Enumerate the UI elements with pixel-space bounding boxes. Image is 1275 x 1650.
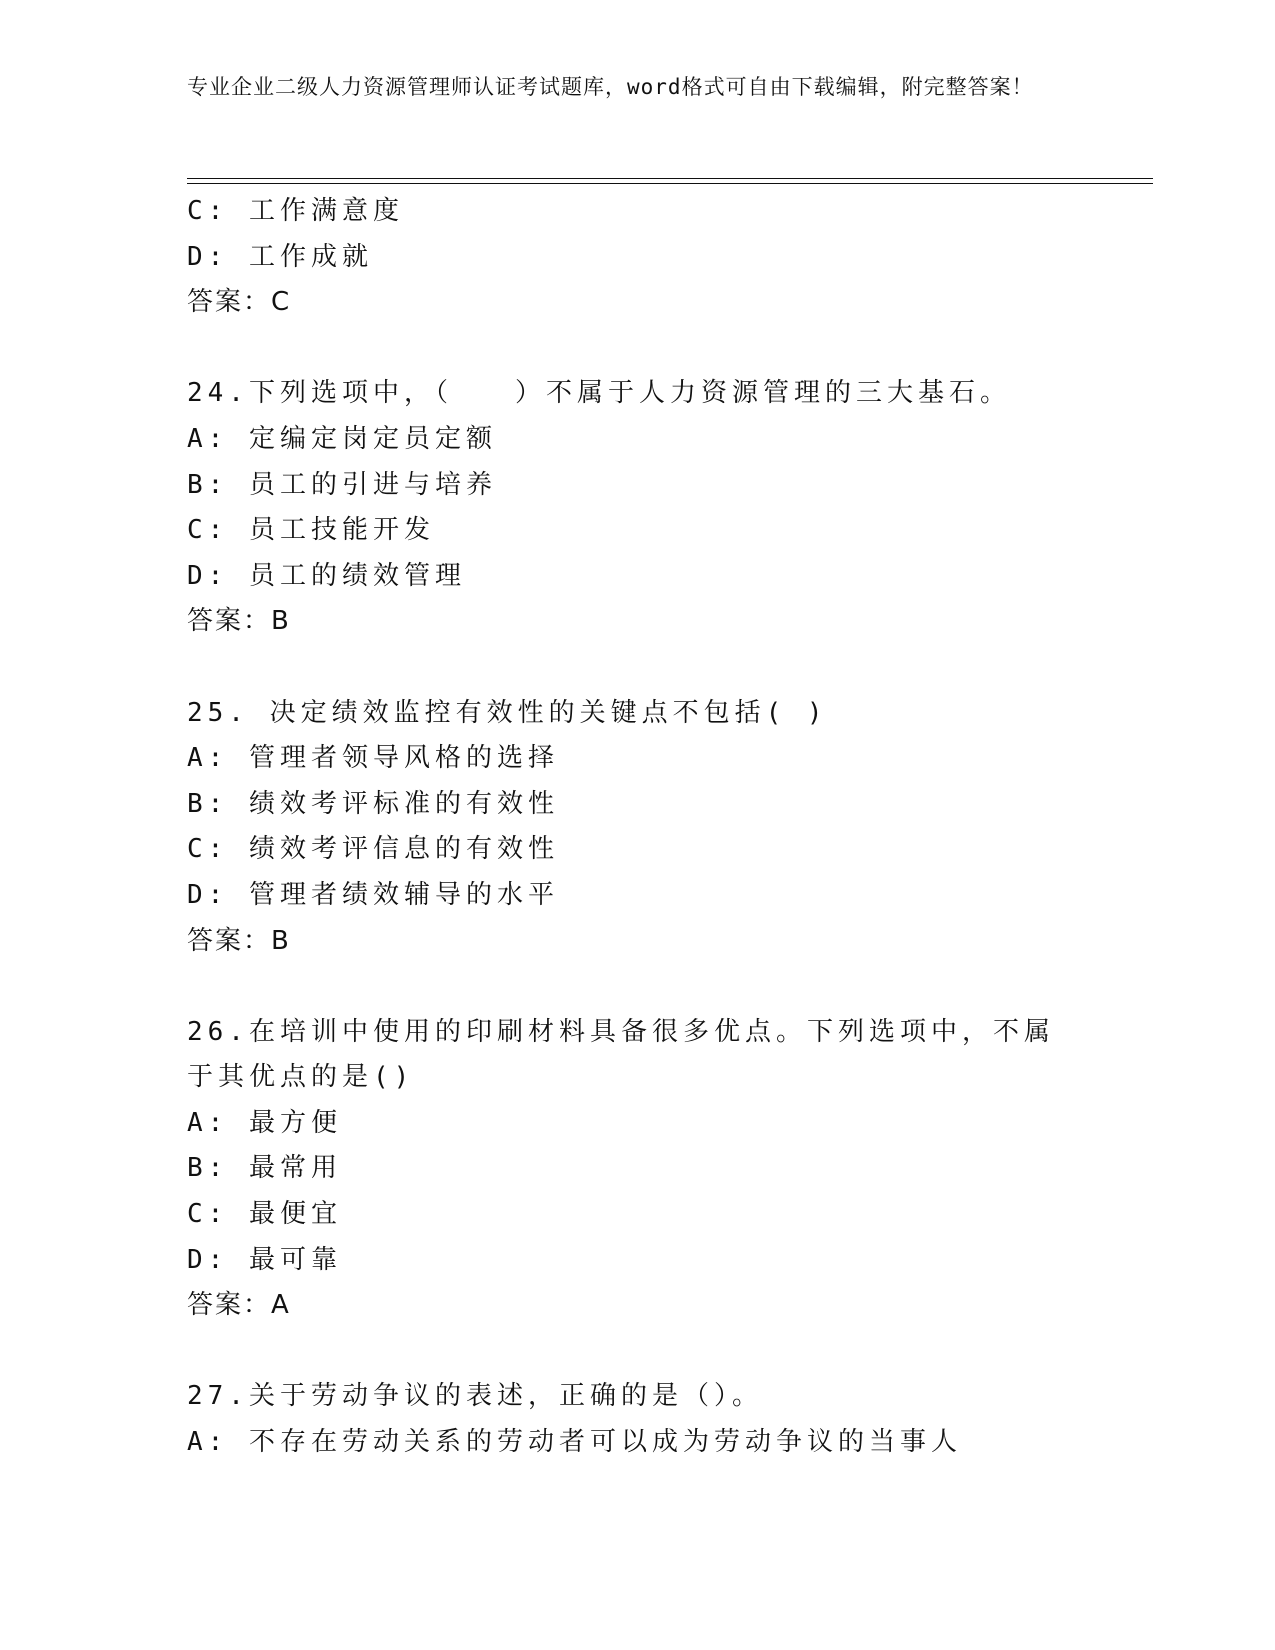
option-line: D: 员工的绩效管理 (187, 560, 466, 591)
page-header: 专业企业二级人力资源管理师认证考试题库，word格式可自由下载编辑，附完整答案！ (187, 75, 1034, 99)
answer-line: 答案：C (187, 287, 292, 318)
option-line: B: 最常用 (187, 1153, 342, 1184)
question-stem: 25. 决定绩效监控有效性的关键点不包括( ) (187, 697, 828, 728)
answer-line: 答案：B (187, 606, 291, 637)
question-stem: 26.在培训中使用的印刷材料具备很多优点。下列选项中，不属于其优点的是() (187, 1016, 1055, 1093)
option-line: A: 管理者领导风格的选择 (187, 743, 559, 774)
option-line: C: 工作满意度 (187, 196, 404, 226)
header-rule-bottom (187, 183, 1153, 184)
option-line: A: 定编定岗定员定额 (187, 423, 497, 454)
spacer (187, 964, 1087, 1010)
option-line: D: 工作成就 (187, 241, 373, 272)
spacer (187, 326, 1087, 372)
carryover-block (187, 189, 1087, 326)
option-line: C: 员工技能开发 (187, 515, 435, 546)
option-line: C: 最便宜 (187, 1199, 342, 1230)
question-26 (187, 1010, 1087, 1329)
question-25 (187, 691, 1087, 965)
header-rule-top (187, 178, 1153, 179)
option-line: B: 员工的引进与培养 (187, 469, 497, 500)
spacer (187, 1329, 1087, 1375)
option-line: A: 不存在劳动关系的劳动者可以成为劳动争议的当事人 (187, 1427, 962, 1458)
answer-line: 答案：B (187, 925, 291, 956)
question-stem: 27.关于劳动争议的表述，正确的是（）。 (187, 1381, 763, 1412)
question-stem: 24.下列选项中，（ ）不属于人力资源管理的三大基石。 (187, 378, 1011, 409)
option-line: C: 绩效考评信息的有效性 (187, 834, 559, 865)
option-line: D: 最可靠 (187, 1244, 342, 1275)
option-line: D: 管理者绩效辅导的水平 (187, 879, 559, 910)
spacer (187, 645, 1087, 691)
question-27 (187, 1374, 1087, 1465)
option-line: B: 绩效考评标准的有效性 (187, 788, 559, 819)
answer-line: 答案：A (187, 1290, 291, 1321)
question-content (187, 189, 1087, 1466)
option-line: A: 最方便 (187, 1107, 342, 1138)
question-24 (187, 371, 1087, 645)
